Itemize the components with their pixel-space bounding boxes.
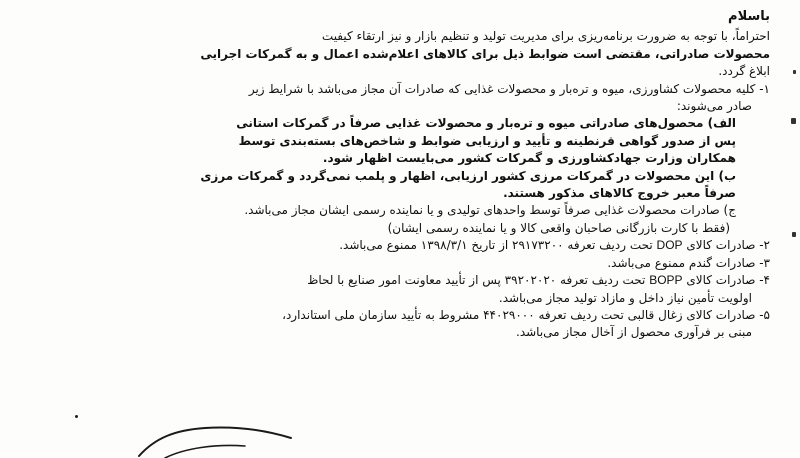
item-3: ۳- صادرات گندم ممنوع می‌باشد.	[607, 255, 770, 270]
item-5-line-1: ۵- صادرات کالای زغال قالبی تحت ردیف تعرفه ۴۴۰۲۹۰۰۰ مشروط به تأیید سازمان ملی استاندارد،	[282, 307, 770, 322]
item-4-code: BOPP	[649, 273, 683, 288]
item-2-code: DOP	[656, 238, 683, 253]
item-1a-line-3: همکاران وزارت جهادکشاورزی و گمرکات کشور می‌بایست اظهار شود.	[322, 151, 736, 166]
scan-speck-bottom	[792, 232, 796, 237]
item-1a-line-1: الف) محصول‌های صادراتی میوه و تره‌بار و محصولات غذایی صرفاً در گمرکات استانی	[236, 116, 736, 131]
item-4-line-2: اولویت تأمین نیاز داخل و مازاد تولید مجاز می‌باشد.	[498, 290, 752, 305]
intro-line-2: محصولات صادراتی، مقتضی است ضوابط ذیل برای کالاهای اعلام‌شده اعمال و به گمرکات اجرایی	[200, 46, 770, 61]
item-1-line-2: صادر می‌شوند:	[676, 99, 752, 114]
item-1-line-1: ۱- کلیه محصولات کشاورزی، میوه و تره‌بار و محصولات غذایی که صادرات آن مجاز می‌باشد با شرایط زیر	[248, 81, 770, 96]
item-2-suffix: تحت ردیف تعرفه ۲۹۱۷۳۲۰۰ از تاریخ ۱۳۹۸/۳/۱ ممنوع می‌باشد.	[339, 238, 657, 253]
item-5-line-2: مبنی بر فرآوری محصول از آخال مجاز می‌باشد.	[516, 325, 752, 340]
item-1a-line-2: پس از صدور گواهی قرنطینه و تأیید و ارزیابی ضوابط و شاخص‌های بسته‌بندی توسط	[238, 133, 736, 148]
item-4-prefix: ۴- صادرات کالای	[682, 273, 770, 288]
scan-speck-top	[793, 70, 796, 74]
item-2	[110, 237, 770, 254]
item-1b-line-1: ب) این محصولات در گمرکات مرزی کشور ارزیابی، اظهار و پلمب نمی‌گردد و گمرکات مرزی	[200, 168, 736, 183]
item-1b-line-2: صرفاً معبر خروج کالاهای مذکور هستند.	[503, 186, 736, 201]
scan-speck-middle	[791, 118, 796, 124]
intro-line-3: ابلاغ گردد.	[718, 64, 770, 79]
item-2-prefix: ۲- صادرات کالای	[682, 238, 770, 253]
signature-scribble	[135, 418, 295, 458]
item-1c-line-2: (فقط با کارت بازرگانی صاحبان واقعی کالا و یا نماینده رسمی ایشان)	[387, 220, 730, 235]
item-4-suffix: تحت ردیف تعرفه ۳۹۲۰۲۰۲۰ پس از تأیید معاونت امور صنایع با لحاظ	[307, 273, 650, 288]
item-1c-line-1: ج) صادرات محصولات غذایی صرفاً توسط واحدهای تولیدی و یا نماینده رسمی ایشان مجاز می‌باشد.	[244, 203, 736, 218]
greeting: باسلام	[728, 9, 770, 24]
intro-line-1: احتراماً، با توجه به ضرورت برنامه‌ریزی برای مدیریت تولید و تنظیم بازار و نیز ارتقاء کیفیت	[321, 29, 770, 44]
letter-body	[110, 8, 770, 342]
item-4-line-1	[110, 272, 770, 289]
ink-dot	[75, 415, 78, 418]
